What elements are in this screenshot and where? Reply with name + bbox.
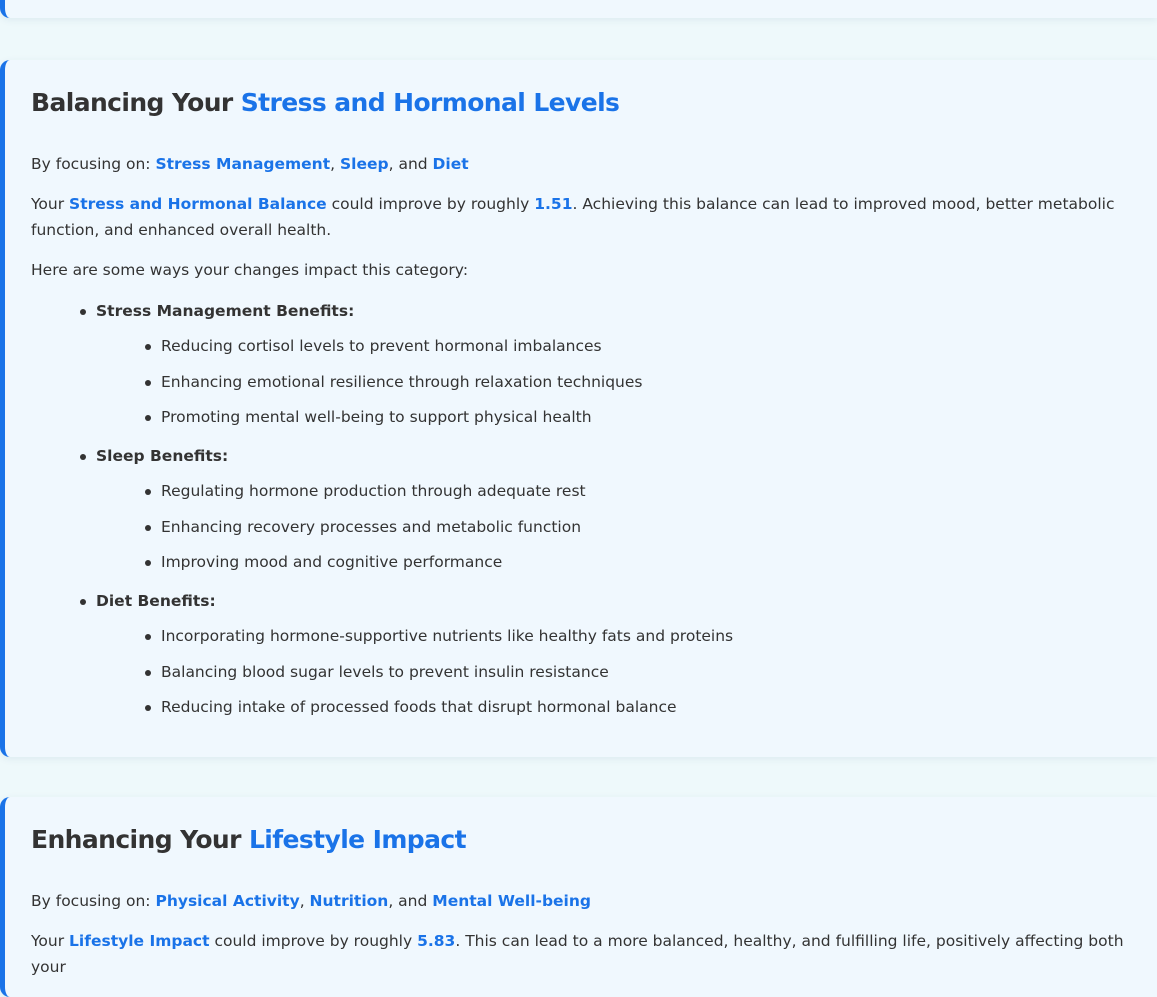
improve-middle: could improve by roughly — [326, 195, 535, 213]
improvement-paragraph — [31, 928, 1131, 980]
section-title-highlight: Stress and Hormonal Levels — [240, 88, 620, 117]
improve-suffix: . Achieving this balance can lead to improved mood, better metabolic function, and enhanced overall health. — [31, 195, 1115, 239]
benefit-group-sleep — [31, 441, 733, 581]
benefit-sublist — [31, 619, 733, 726]
benefit-item: Enhancing emotional resilience through relaxation techniques — [31, 365, 733, 401]
focus-link-stress-management[interactable]: Stress Management — [155, 155, 331, 173]
benefit-item: Reducing cortisol levels to prevent hormonal imbalances — [31, 329, 733, 365]
section-title — [31, 88, 619, 117]
improve-suffix: . This can lead to a more balanced, healthy, and fulfilling life, positively affecting both your — [31, 932, 1124, 976]
benefit-sublist — [31, 474, 733, 581]
focus-separator: , and — [388, 155, 433, 173]
focus-paragraph — [31, 151, 469, 177]
benefit-item: Enhancing recovery processes and metabolic function — [31, 510, 733, 546]
benefit-sublist — [31, 329, 733, 436]
previous-section-card — [0, 0, 1157, 18]
benefit-item: Reducing intake of processed foods that disrupt hormonal balance — [31, 690, 733, 726]
benefits-list — [31, 296, 733, 726]
benefit-group-diet — [31, 586, 733, 726]
benefit-item: Regulating hormone production through adequate rest — [31, 474, 733, 510]
improve-prefix: Your — [31, 195, 70, 213]
focus-separator: , — [299, 892, 310, 910]
focus-paragraph — [31, 888, 591, 914]
focus-prefix: By focusing on: — [31, 155, 156, 173]
improve-middle: could improve by roughly — [209, 932, 418, 950]
focus-link-mental-well-being[interactable]: Mental Well-being — [432, 892, 591, 910]
benefit-group-title: Stress Management Benefits: — [31, 296, 733, 326]
benefit-group-stress-management — [31, 296, 733, 436]
category-link[interactable]: Stress and Hormonal Balance — [69, 195, 327, 213]
focus-link-nutrition[interactable]: Nutrition — [309, 892, 389, 910]
ways-intro: Here are some ways your changes impact this category: — [31, 261, 469, 279]
section-title-highlight: Lifestyle Impact — [248, 825, 466, 854]
benefit-item: Promoting mental well-being to support physical health — [31, 400, 733, 436]
benefit-item: Improving mood and cognitive performance — [31, 545, 733, 581]
section-title-prefix: Balancing Your — [31, 88, 241, 117]
benefit-item: Incorporating hormone-supportive nutrients like healthy fats and proteins — [31, 619, 733, 655]
focus-separator: , — [330, 155, 340, 173]
improvement-paragraph — [31, 191, 1121, 243]
focus-link-sleep[interactable]: Sleep — [339, 155, 389, 173]
section-title — [31, 825, 466, 854]
improvement-value: 1.51 — [534, 195, 573, 213]
focus-link-diet[interactable]: Diet — [432, 155, 469, 173]
section-title-prefix: Enhancing Your — [31, 825, 249, 854]
benefit-group-title: Sleep Benefits: — [31, 441, 733, 471]
improve-prefix: Your — [31, 932, 70, 950]
focus-prefix: By focusing on: — [31, 892, 156, 910]
focus-separator: , and — [388, 892, 433, 910]
stress-hormonal-section — [0, 60, 1157, 757]
benefit-group-title: Diet Benefits: — [31, 586, 733, 616]
category-link[interactable]: Lifestyle Impact — [69, 932, 210, 950]
benefit-item: Balancing blood sugar levels to prevent insulin resistance — [31, 655, 733, 691]
improvement-value: 5.83 — [417, 932, 456, 950]
focus-link-physical-activity[interactable]: Physical Activity — [155, 892, 300, 910]
lifestyle-impact-section — [0, 797, 1157, 997]
